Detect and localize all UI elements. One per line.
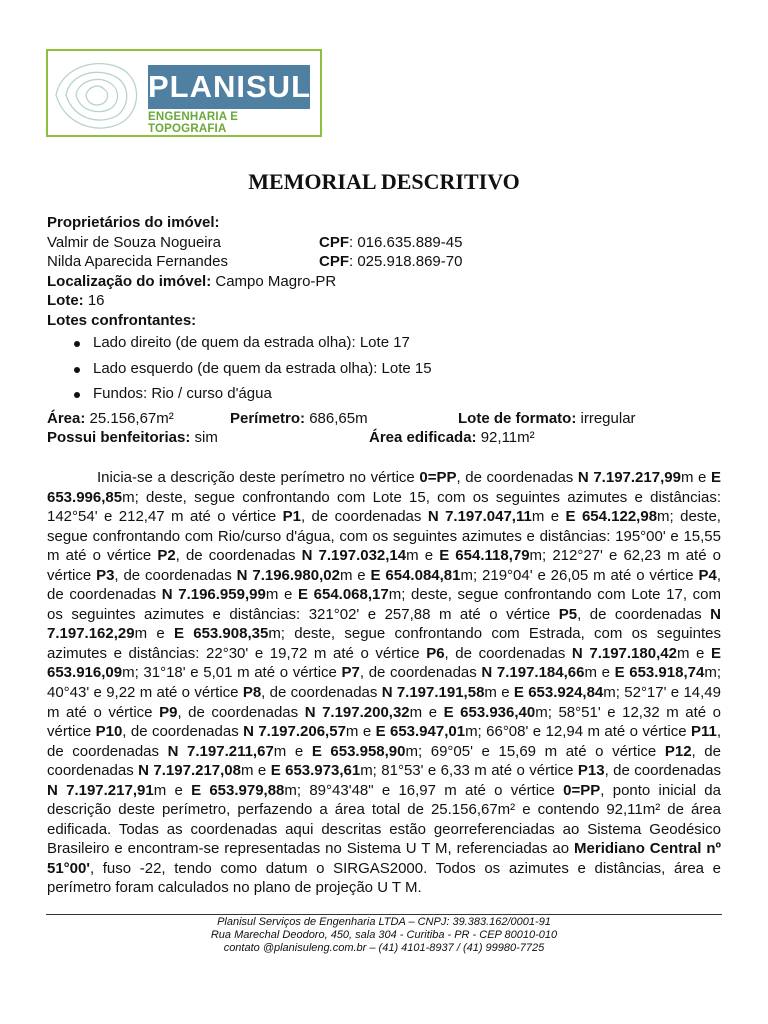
footer-divider (46, 914, 722, 915)
text-segment: m e (531, 508, 566, 526)
bold-segment: P12 (664, 742, 692, 760)
bold-segment: E 653.996,85 (47, 469, 721, 506)
text-segment: m; 212°27' e 62,23 m até o vértice (47, 547, 721, 584)
improvements-label: Possui benfeitorias: (47, 429, 191, 446)
format-value: irregular (576, 409, 636, 427)
bold-segment: P2 (157, 547, 176, 565)
owner-row (47, 252, 727, 272)
text-segment: , de coordenadas (261, 684, 382, 702)
footer-company: Planisul Serviços de Engenharia LTDA – CNPJ: 39.383.162/0001-91 (217, 916, 551, 928)
location-label: Localização do imóvel: (47, 272, 212, 290)
text-segment: m; 81°53' e 6,33 m até o vértice (360, 762, 578, 780)
cpf-value: : 025.918.869-70 (349, 253, 463, 270)
text-segment: , de coordenadas (114, 566, 237, 584)
bold-segment: P10 (95, 723, 123, 741)
bold-segment: N 7.197.217,99 (577, 469, 681, 486)
owners-label: Proprietários do imóvel: (47, 214, 220, 231)
text-segment: m e (265, 586, 298, 604)
text-segment: , de coordenadas (175, 547, 302, 565)
logo-wordmark: PLANISUL (148, 65, 310, 109)
bold-segment: E 653.924,84 (513, 684, 604, 702)
text-segment: m e (676, 644, 711, 662)
text-segment: m e (406, 547, 440, 565)
bold-segment: E 653.979,88 (191, 781, 285, 799)
cpf-value: : 016.635.889-45 (349, 233, 463, 251)
bold-segment: N 7.197.217,91 (47, 781, 154, 799)
bold-segment: 0=PP (419, 469, 457, 486)
bold-segment: P13 (577, 762, 605, 780)
text-segment: m; 40°43' e 9,22 m até o vértice (47, 664, 721, 702)
text-segment: , de coordenadas (47, 723, 721, 760)
bold-segment: 0=PP (563, 781, 601, 799)
text-segment: m; deste, segue confrontando com Lote 17, com os seguintes azimutes e distâncias: 321°02' e 257,88 m até o vértice (47, 586, 721, 623)
text-segment: , de coordenadas (456, 469, 578, 486)
cpf-label: CPF (319, 253, 349, 270)
topography-logo-icon (48, 51, 148, 137)
text-segment: , ponto inicial da descrição deste perímetro, perfazendo a área total de 25.156,67m² e contendo 92,11m² de área edificada. Todas as coordenadas aqui descritas estão georreferenciadas ao Sistema Geodésico Brasileiro e encontram-se representadas no Sistema U T M, referenciadas ao (47, 781, 721, 858)
bold-segment: N 7.197.211,67 (167, 742, 274, 760)
property-info (47, 213, 727, 448)
text-segment: m e (409, 703, 444, 721)
bold-segment: P11 (690, 723, 717, 741)
text-segment: , de coordenadas (444, 644, 572, 662)
text-segment: m e (339, 566, 371, 584)
bold-segment: N 7.197.191,58 (381, 684, 485, 702)
footer-contact: contato @planisuleng.com.br – (41) 4101-8937 / (41) 99980-7725 (223, 942, 545, 954)
document-title: MEMORIAL DESCRITIVO (248, 169, 520, 194)
location-value: Campo Magro-PR (211, 272, 337, 290)
text-segment: m e (273, 742, 312, 760)
text-segment: , de coordenadas (47, 742, 721, 780)
owner-row (47, 233, 727, 253)
bold-segment: E 653.947,01 (375, 723, 466, 741)
bold-segment: P4 (698, 566, 717, 584)
text-segment: , de coordenadas (604, 762, 721, 780)
text-segment: , de coordenadas (122, 723, 244, 741)
list-item: Lado esquerdo (de quem da estrada olha): Lote 15 (93, 356, 727, 382)
bold-segment: N 7.197.184,66 (481, 664, 585, 682)
bold-segment: E 653.958,90 (311, 742, 406, 760)
bold-segment: N 7.197.217,08 (138, 762, 241, 780)
built-area-value: 92,11m² (476, 429, 535, 446)
text-segment: m; 69°05' e 15,69 m até o vértice (405, 742, 665, 760)
bold-segment: P7 (341, 664, 360, 682)
text-segment: m e (241, 762, 271, 780)
logo-subtitle: ENGENHARIA E TOPOGRAFIA (148, 111, 239, 135)
text-segment: m; 89°43'48" e 16,97 m até o vértice (284, 781, 564, 799)
lot-value: 16 (83, 292, 105, 309)
bold-segment: N 7.197.047,11 (427, 508, 532, 526)
perimeter-value: 686,65m (305, 409, 368, 427)
bold-segment: P9 (159, 703, 178, 721)
bold-segment: E 654.084,81 (370, 566, 461, 584)
bold-segment: P5 (558, 605, 578, 623)
text-segment: , de coordenadas (177, 703, 305, 721)
area-value: 25.156,67m² (85, 409, 174, 427)
page-footer (0, 916, 768, 955)
bold-segment: E 653.908,35 (173, 625, 269, 643)
area-label: Área: (47, 409, 86, 427)
text-segment: m e (345, 723, 376, 741)
bold-segment: E 653.973,61 (270, 762, 361, 780)
list-item: Lado direito (de quem da estrada olha): Lote 17 (93, 330, 727, 356)
text-segment: , de coordenadas (300, 508, 428, 526)
bold-segment: N 7.197.180,42 (571, 644, 677, 662)
bold-segment: P1 (282, 508, 301, 526)
owner-name: Nilda Aparecida Fernandes (47, 253, 228, 270)
bold-segment: P6 (426, 644, 445, 662)
improvements-value: sim (190, 429, 218, 446)
bold-segment: N 7.197.200,32 (304, 703, 410, 721)
text-segment: m; 219°04' e 26,05 m até o vértice (460, 566, 699, 584)
text-segment: Inicia-se a descrição deste perímetro no vértice (97, 469, 420, 486)
footer-address: Rua Marechal Deodoro, 450, sala 304 - Curitiba - PR - CEP 80010-010 (210, 929, 558, 941)
text-segment: m; deste, segue confrontando com Estrada, com os seguintes azimutes e distâncias: 22°30' e 19,72 m até o vértice (47, 625, 721, 662)
bold-segment: N 7.197.162,29 (47, 605, 721, 643)
text-segment: m e (484, 684, 514, 702)
bold-segment: P8 (242, 684, 262, 702)
perimeter-description (47, 468, 721, 898)
format-label: Lote de formato: (458, 409, 577, 427)
owner-name: Valmir de Souza Nogueira (47, 233, 221, 251)
bold-segment: E 653.918,74 (614, 664, 705, 682)
text-segment: , de coordenadas (359, 664, 482, 682)
bold-segment: E 653.936,40 (443, 703, 536, 721)
built-area-label: Área edificada: (369, 429, 477, 446)
text-segment: , de coordenadas (47, 566, 721, 604)
cpf-label: CPF (319, 233, 349, 251)
bold-segment: Meridiano Central nº 51°00' (47, 840, 721, 877)
bold-segment: E 654.118,79 (439, 547, 530, 565)
description-paragraph (47, 468, 721, 898)
text-segment: m; deste, segue confrontando com Rio/curso d'água, com os seguintes azimutes e distâncias: 195°00' e 15,55 m até o vértice (47, 508, 721, 565)
bold-segment: N 7.197.206,57 (243, 723, 346, 741)
text-segment: m e (153, 781, 192, 799)
neighbors-list (47, 330, 727, 407)
neighbors-label: Lotes confrontantes: (47, 311, 197, 329)
text-segment: m; 58°51' e 12,32 m até o vértice (47, 703, 721, 741)
text-segment: m e (134, 625, 174, 643)
text-segment: m; 52°17' e 14,49 m até o vértice (47, 684, 721, 721)
text-segment: m e (584, 664, 615, 682)
bold-segment: P3 (96, 566, 115, 584)
bold-segment: N 7.196.959,99 (161, 586, 266, 604)
text-segment: , fuso -22, tendo como datum o SIRGAS2000. Todos os azimutes e distâncias, área e perímetro foram calculados no plano de projeção U T M. (47, 859, 721, 897)
bold-segment: E 654.122,98 (565, 508, 658, 526)
perimeter-label: Perímetro: (230, 409, 306, 427)
bold-segment: N 7.197.032,14 (301, 547, 407, 565)
list-item: Fundos: Rio / curso d'água (93, 381, 727, 407)
company-logo (46, 49, 322, 137)
bold-segment: N 7.196.980,02 (236, 566, 340, 584)
text-segment: m; 66°08' e 12,94 m até o vértice (465, 723, 691, 741)
text-segment: m; 31°18' e 5,01 m até o vértice (122, 664, 342, 682)
bold-segment: E 653.916,09 (47, 644, 721, 682)
text-segment: , de coordenadas (577, 605, 711, 623)
lot-label: Lote: (47, 292, 84, 309)
text-segment: m e (680, 469, 711, 486)
text-segment: m; deste, segue confrontando com Lote 15, com os seguintes azimutes e distâncias: 142°54' e 212,47 m até o vértice (47, 488, 721, 526)
bold-segment: E 654.068,17 (297, 586, 389, 604)
